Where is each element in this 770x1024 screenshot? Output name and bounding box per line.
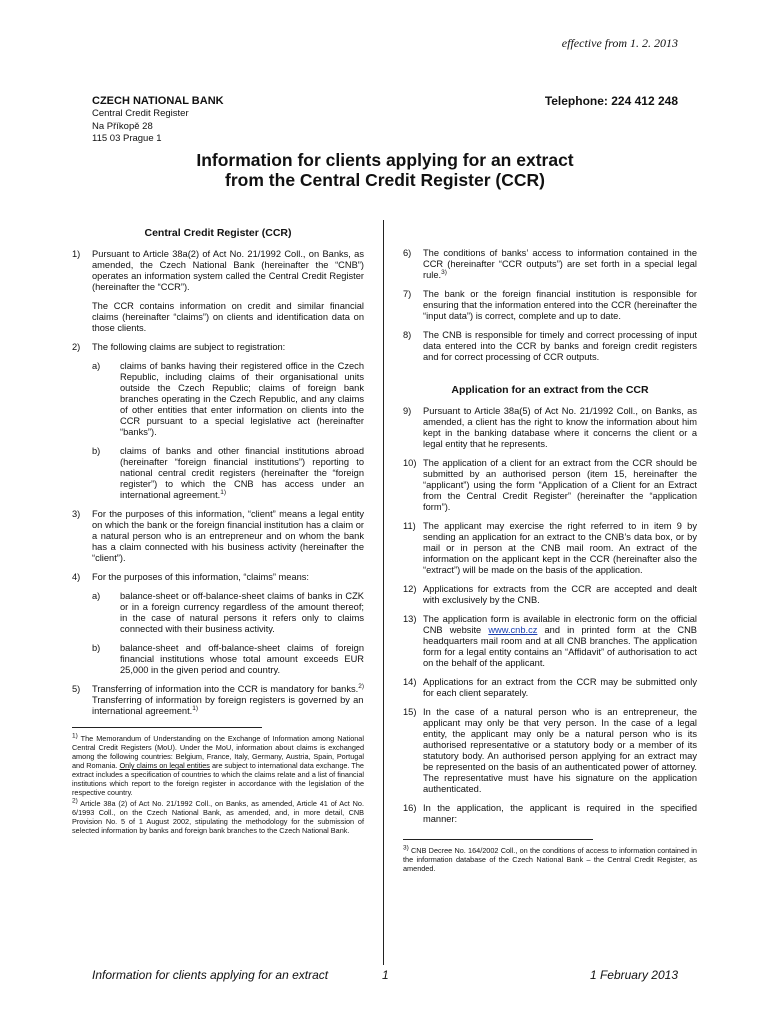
item-text: Pursuant to Article 38a(5) of Act No. 21/1992 Coll., on Banks, as amended, a client has the right to know the information about him kept in the banking database where it concerns the client or a legal entity that he represents.	[423, 406, 697, 449]
list-item	[403, 458, 697, 513]
section-heading-ccr: Central Credit Register (CCR)	[144, 227, 292, 239]
item-text: Applications for an extract from the CCR may be submitted only for each client separately.	[423, 677, 697, 698]
footnote-1	[72, 734, 364, 797]
footnote-mark: 2)	[72, 797, 78, 805]
page-title	[0, 150, 770, 190]
item-text: The following claims are subject to registration:	[92, 342, 286, 352]
telephone: Telephone: 224 412 248	[544, 94, 678, 108]
item-body: Transferring of information into the CCR is mandatory for banks.	[92, 684, 359, 694]
footnote-separator	[403, 839, 593, 840]
item-number: 10)	[403, 458, 417, 468]
item-text	[423, 248, 697, 281]
sub-item-label: b)	[92, 643, 101, 653]
title-line-1: Information for clients applying for an extract	[196, 150, 574, 170]
item-number: 5)	[72, 684, 81, 694]
sub-item	[92, 591, 364, 635]
footnote-mark: 3)	[403, 844, 409, 852]
bank-address-block	[92, 94, 224, 146]
sub-item-text: claims of banks having their registered office in the Czech Republic, including claims of their organisational units outside the Czech Republic; claims of foreign bank branches operating in the Czech Republic, and any claims of other entities that enter information on clients into the CCR pursuant to a special legislative act (hereinafter “banks”).	[120, 361, 364, 437]
list-item	[403, 406, 697, 450]
footnote-2	[72, 799, 364, 835]
sub-item	[92, 446, 364, 501]
sub-item-label: a)	[92, 361, 101, 371]
footnote-ref: 3)	[441, 268, 447, 276]
list-item	[403, 248, 697, 281]
item-text: For the purposes of this information, “client” means a legal entity on which the bank or the foreign financial institution has a claim or a natural person who is an entrepreneur and on whom the bank has a claim connected with his business activity (hereinafter the “client”).	[92, 509, 364, 563]
item-body: The conditions of banks’ access to information contained in the CCR (hereinafter “CCR outputs”) are set forth in a special legal rule.	[423, 248, 697, 280]
item-text	[92, 684, 364, 717]
sub-item-label: a)	[92, 591, 101, 601]
list-item	[72, 509, 364, 564]
footer-date: 1 February 2013	[589, 968, 678, 982]
sub-item	[92, 361, 364, 438]
item-text: The CNB is responsible for timely and correct processing of input data entered into the CCR by banks and foreign credit registers and for correct processing of CCR outputs.	[423, 330, 697, 362]
sub-item-text: balance-sheet and off-balance-sheet claims of foreign financial institutions whose total amount exceeds EUR 25,000 in the given period and country.	[120, 643, 364, 675]
left-column	[72, 228, 364, 837]
item-number: 12)	[403, 584, 417, 594]
item-number: 2)	[72, 342, 81, 352]
item-paragraph: The CCR contains information on credit and similar financial claims (hereinafter “claims”) on clients and identification data on those clients.	[92, 301, 364, 333]
sub-item-text: balance-sheet or off-balance-sheet claims of banks in CZK or in a foreign currency regardless of the amount thereof; in the case of natural persons it refers only to claims connected with their business activity.	[120, 591, 364, 634]
item-number: 13)	[403, 614, 417, 624]
footnote-separator	[72, 727, 262, 728]
footnote-text: The Memorandum of Understanding on the Exchange of Information among National Central Credit Registers (MoU). Under the MoU, information about claims is exchanged among the following countries: Belgium, France, Italy, Germany, Austria, Spain, Portugal and Romania.	[72, 734, 364, 770]
list-item	[72, 249, 364, 293]
item-number: 7)	[403, 289, 412, 299]
footnote-text: Article 38a (2) of Act No. 21/1992 Coll., on Banks, as amended, Article 41 of Act No. 6/1993 Coll., on the Czech National Bank, as amended, and, in more detail, CNB Provision No. 5 of 1 August 2002, stipulating the methodology for the submission of selected information by banks and foreign bank branches to the Czech National Bank.	[72, 799, 364, 835]
sub-item	[92, 643, 364, 676]
item-number: 1)	[72, 249, 81, 259]
address-line: Na Příkopě 28	[92, 120, 153, 132]
address-line: 115 03 Prague 1	[92, 133, 162, 144]
list-item	[403, 614, 697, 669]
item-text: In the case of a natural person who is an entrepreneur, the applicant may only be that very person. In the case of a legal entity, the applicant may only be a natural person who is its authorised representative or a statutory body or a member of its statutory body. An authorised person applying for an extract may be represented on the basis of an authenticated power of attorney. The representative must have his signature on the application authenticated.	[423, 707, 697, 794]
sub-item-text	[120, 446, 364, 501]
sub-item-body: claims of banks and other financial institutions abroad (hereinafter “foreign financial institutions”) reporting to national central credit registers (hereinafter the “foreign register”) to which the CNB has access under an international agreement.	[120, 446, 364, 500]
column-divider	[383, 220, 384, 965]
list-item	[403, 677, 697, 699]
effective-date: effective from 1. 2. 2013	[561, 36, 678, 50]
list-item	[403, 707, 697, 795]
item-number: 9)	[403, 406, 412, 416]
list-item	[403, 584, 697, 606]
item-text: Applications for extracts from the CCR are accepted and dealt with exclusively by the CNB.	[423, 584, 697, 605]
title-line-2: from the Central Credit Register (CCR)	[225, 170, 545, 190]
list-item	[403, 521, 697, 576]
item-text	[423, 614, 697, 669]
item-text: The application of a client for an extract from the CCR should be submitted by an authorised person (item 15, hereinafter the “applicant”) using the form “Application of a Client for an Extract from the Central Credit Register” (hereinafter the “application form”).	[423, 458, 697, 512]
item-number: 11)	[403, 521, 416, 531]
item-number: 8)	[403, 330, 412, 340]
footnote-ref: 2)	[358, 682, 364, 690]
item-text: Pursuant to Article 38a(2) of Act No. 21/1992 Coll., on Banks, as amended, the Czech National Bank (hereinafter the “CNB”) operates an information system called the Central Credit Register (hereinafter the “CCR”).	[92, 249, 364, 292]
item-text: In the application, the applicant is required in the specified manner:	[423, 803, 697, 824]
cnb-website-link[interactable]: www.cnb.cz	[488, 625, 538, 635]
item-body: The application form is available in electronic form on the official CNB website	[423, 614, 697, 635]
page-number: 1	[382, 968, 389, 982]
footnote-ref: 1)	[192, 704, 199, 712]
footnote-mark: 1)	[72, 732, 78, 740]
list-item	[72, 684, 364, 717]
item-text: The bank or the foreign financial institution is responsible for ensuring that the information entered into the CCR (hereinafter the “input data”) is correct, complete and up to date.	[423, 289, 697, 321]
footnote-3	[403, 846, 697, 873]
item-body: and in printed form at the CNB headquarters mail room and at all CNB branches. The application form for a legal entity contains an “Affidavit” of authorisation to act on the behalf of the applicant.	[423, 625, 698, 668]
footnote-ref: 1)	[220, 488, 227, 496]
footnote-text: CNB Decree No. 164/2002 Coll., on the conditions of access to information contained in the information database of the Czech National Bank – the Central Credit Register, as amended.	[403, 846, 697, 873]
list-item	[403, 330, 697, 363]
footnote-text: are subject to international data exchange. The extract includes a specification of countries to which the claims relate and a list of financial institutions which report to the foreign register in accordance with the legislation of the respective country.	[72, 761, 364, 797]
list-item	[72, 342, 364, 353]
sub-item-label: b)	[92, 446, 101, 456]
item-number: 16)	[403, 803, 417, 813]
item-number: 6)	[403, 248, 412, 258]
list-item	[403, 289, 697, 322]
item-text: For the purposes of this information, “claims” means:	[92, 572, 310, 582]
item-body: Transferring of information by foreign registers is governed by an international agreement.	[92, 695, 364, 716]
right-column	[403, 248, 697, 875]
bank-name: CZECH NATIONAL BANK	[92, 95, 224, 107]
item-number: 3)	[72, 509, 81, 519]
item-text: The applicant may exercise the right referred to in item 9 by sending an application for an extract to the CNB’s data box, or by mail or in person at the CNB mail room. An extract of the information on the applicant kept in the CCR (hereinafter also the “extract”) will be made on the basis of the application.	[423, 521, 697, 575]
footer-title: Information for clients applying for an extract	[92, 968, 329, 982]
list-item	[72, 572, 364, 583]
footnote-underlined: Only claims on legal entities	[119, 761, 210, 770]
section-heading-application: Application for an extract from the CCR	[451, 384, 649, 396]
item-number: 15)	[403, 707, 417, 717]
address-line: Central Credit Register	[92, 108, 189, 119]
item-number: 14)	[403, 677, 417, 687]
item-number: 4)	[72, 572, 81, 582]
list-item	[403, 803, 697, 825]
